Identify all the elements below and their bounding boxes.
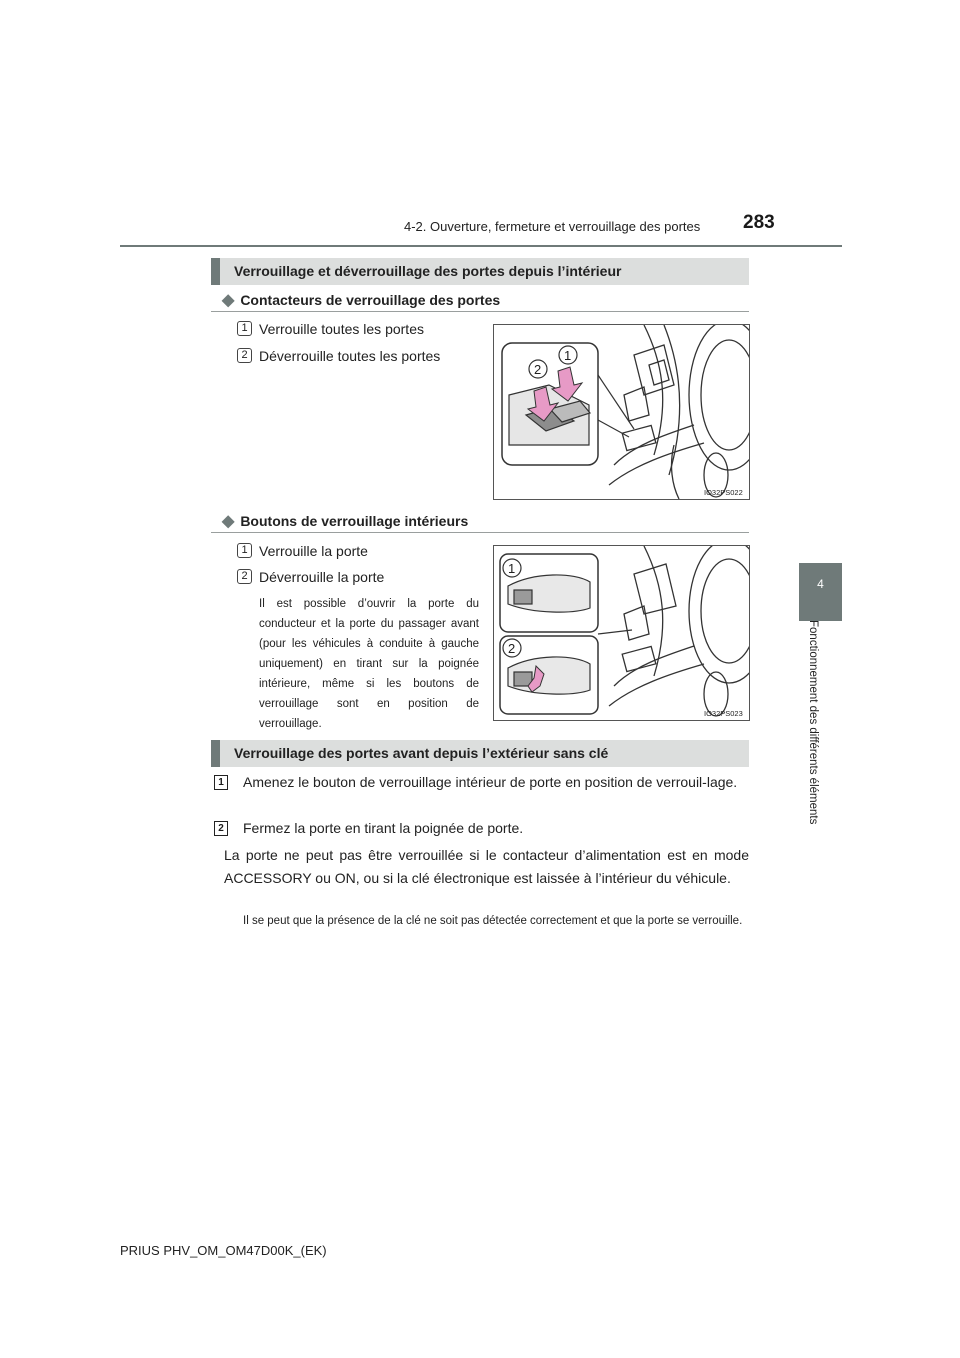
figure-code: IO32PS023 <box>704 709 743 718</box>
page-number: 283 <box>743 212 775 233</box>
subheading-lock-buttons <box>222 511 468 531</box>
running-header: 4-2. Ouverture, fermeture et verrouillage des portes <box>404 219 701 234</box>
svg-text:2: 2 <box>534 362 542 377</box>
svg-text:1: 1 <box>564 348 572 363</box>
item-number: 2 <box>237 569 252 584</box>
section-title-interior: Verrouillage et déverrouillage des portes depuis l’intérieur <box>211 258 749 285</box>
item-text: Déverrouille la porte <box>259 569 385 585</box>
item-number: 1 <box>237 543 252 558</box>
figure-lock-buttons <box>493 545 750 721</box>
item-text: Verrouille la porte <box>259 543 368 559</box>
chapter-number: 4 <box>817 577 824 591</box>
svg-text:2: 2 <box>508 641 516 656</box>
svg-text:1: 1 <box>508 561 516 576</box>
subheading-rule <box>211 532 749 533</box>
item-text: Déverrouille toutes les portes <box>259 348 441 364</box>
subheading-rule <box>211 311 749 312</box>
section-title-exterior: Verrouillage des portes avant depuis l’extérieur sans clé <box>211 740 749 767</box>
footer-code: PRIUS PHV_OM_OM47D00K_(EK) <box>120 1243 327 1258</box>
step-number: 1 <box>214 775 228 790</box>
item-number: 1 <box>237 321 252 336</box>
subheading-text: Contacteurs de verrouillage des portes <box>240 292 501 308</box>
step-text: Fermez la porte en tirant la poignée de porte. <box>243 820 524 836</box>
figure-code: IO32PS022 <box>704 488 743 497</box>
dashboard-illustration <box>494 325 749 499</box>
item-text: Verrouille toutes les portes <box>259 321 424 337</box>
door-handle-illustration <box>494 546 749 720</box>
diamond-icon: ◆ <box>222 292 235 309</box>
diamond-icon: ◆ <box>222 513 235 530</box>
note-paragraph: Il se peut que la présence de la clé ne soit pas détectée correctement et que la porte se verrouille. <box>243 915 743 927</box>
figure-lock-switches <box>493 324 750 500</box>
chapter-tab <box>799 563 842 621</box>
body-paragraph: La porte ne peut pas être verrouillée si le contacteur d’alimentation est en mode ACCESSORY ou ON, ou si la clé électronique est laissée à l’intérieur du véhicule. <box>224 847 749 886</box>
header-rule <box>120 245 842 247</box>
subheading-lock-switches <box>222 290 500 310</box>
step-text: Amenez le bouton de verrouillage intérieur de porte en position de verrouil-lage. <box>243 774 738 790</box>
step-number: 2 <box>214 821 228 836</box>
note-paragraph: Il est possible d’ouvrir la porte du conducteur et la porte du passager avant (pour les véhicules à conduite à gauche uniquement) en tirant sur la poignée intérieure, même si les boutons de verrouillage sont en position de verrouillage. <box>259 598 479 730</box>
subheading-text: Boutons de verrouillage intérieurs <box>240 513 469 529</box>
chapter-title: Fonctionnement des différents éléments <box>807 620 819 825</box>
item-number: 2 <box>237 348 252 363</box>
